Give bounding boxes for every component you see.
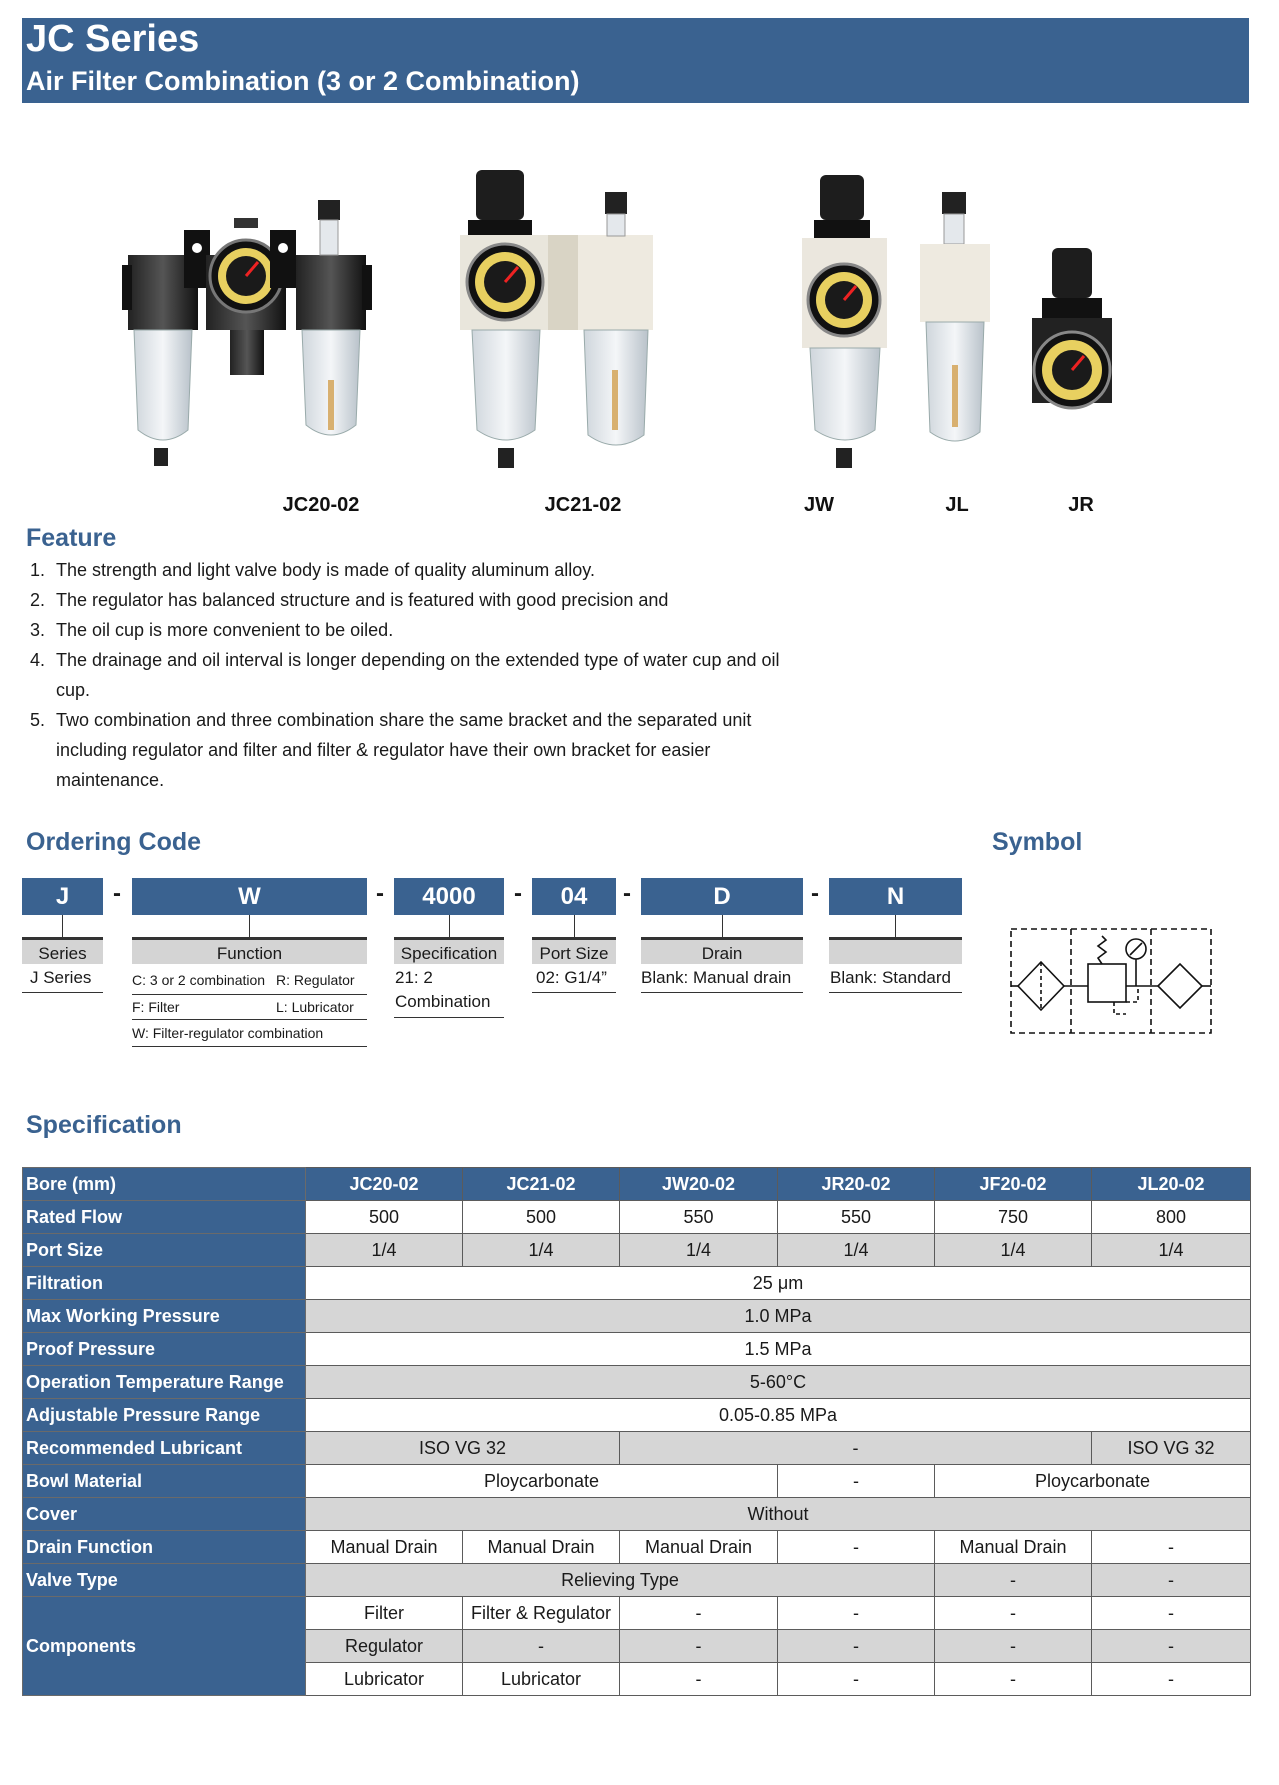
connector-line	[249, 915, 250, 937]
table-row	[23, 1432, 1251, 1465]
divider	[829, 992, 962, 993]
port-size-value: 02: G1/4”	[536, 968, 607, 987]
column-header: JC20-02	[306, 1168, 463, 1201]
table-cell: Lubricator	[306, 1663, 463, 1696]
divider	[641, 992, 803, 993]
column-header: JC21-02	[463, 1168, 620, 1201]
row-label: Port Size	[23, 1234, 306, 1267]
code-dash: -	[623, 880, 631, 907]
table-row	[23, 1465, 1251, 1498]
list-item: 3. The oil cup is more convenient to be oiled.	[30, 620, 394, 640]
list-item: 5. Two combination and three combination share the same bracket and the separated unit including regulator and filter and filter & regulator have their own bracket for easier maintenance.	[30, 710, 752, 790]
table-cell: 800	[1092, 1201, 1251, 1234]
list-item: 4. The drainage and oil interval is longer depending on the extended type of water cup and oil cup.	[30, 650, 780, 700]
table-row	[23, 1201, 1251, 1234]
table-cell: -	[778, 1630, 935, 1663]
column-header: JF20-02	[935, 1168, 1092, 1201]
table-cell: 1.5 MPa	[306, 1333, 1251, 1366]
title-banner	[22, 18, 1249, 103]
product-label: JW	[804, 494, 834, 516]
table-cell: 5-60°C	[306, 1366, 1251, 1399]
product-label: JL	[945, 494, 969, 516]
code-box-specification: 4000	[394, 878, 504, 915]
table-row	[23, 1597, 1251, 1630]
column-header: JL20-02	[1092, 1168, 1251, 1201]
specification-heading: Specification	[26, 1111, 182, 1139]
connector-line	[62, 915, 63, 937]
code-dash: -	[811, 880, 819, 907]
table-cell: Lubricator	[463, 1663, 620, 1696]
row-label: Components	[23, 1597, 306, 1696]
specification-value: 21: 2	[395, 968, 433, 987]
code-box-series: J	[22, 878, 103, 915]
product-label: JR	[1068, 494, 1094, 516]
divider	[22, 992, 103, 993]
page-title: JC Series	[26, 18, 200, 60]
code-box-port-size: 04	[532, 878, 616, 915]
function-value: R: Regulator	[276, 972, 355, 988]
specification-table	[22, 1167, 1251, 1696]
row-label: Valve Type	[23, 1564, 306, 1597]
code-box-function: W	[132, 878, 367, 915]
code-header-specification: Specification	[394, 937, 504, 964]
code-dash: -	[514, 880, 522, 907]
row-label: Adjustable Pressure Range	[23, 1399, 306, 1432]
table-cell: 1/4	[778, 1234, 935, 1267]
connector-line	[449, 915, 450, 937]
table-cell: Ploycarbonate	[935, 1465, 1251, 1498]
page-subtitle: Air Filter Combination (3 or 2 Combination)	[26, 66, 580, 96]
row-label: Drain Function	[23, 1531, 306, 1564]
series-value: J Series	[30, 968, 92, 987]
table-cell: -	[778, 1465, 935, 1498]
product-photo-jc20	[122, 200, 412, 475]
column-header: JW20-02	[620, 1168, 778, 1201]
code-header-option	[829, 937, 962, 964]
table-cell: -	[778, 1597, 935, 1630]
table-cell: -	[620, 1663, 778, 1696]
row-label: Filtration	[23, 1267, 306, 1300]
table-row	[23, 1564, 1251, 1597]
code-dash: -	[376, 880, 384, 907]
table-row	[23, 1333, 1251, 1366]
table-cell: -	[935, 1630, 1092, 1663]
table-cell: 1/4	[620, 1234, 778, 1267]
connector-line	[895, 915, 896, 937]
table-cell: 1.0 MPa	[306, 1300, 1251, 1333]
table-cell: Relieving Type	[306, 1564, 935, 1597]
table-row	[23, 1531, 1251, 1564]
row-label: Proof Pressure	[23, 1333, 306, 1366]
table-cell: -	[463, 1630, 620, 1663]
product-label: JC20-02	[282, 494, 360, 516]
table-cell: 1/4	[935, 1234, 1092, 1267]
function-value: W: Filter-regulator combination	[132, 1025, 324, 1041]
row-label: Max Working Pressure	[23, 1300, 306, 1333]
table-cell: -	[620, 1432, 1092, 1465]
table-row	[23, 1399, 1251, 1432]
table-cell: 0.05-0.85 MPa	[306, 1399, 1251, 1432]
table-cell: -	[1092, 1630, 1251, 1663]
table-cell: Regulator	[306, 1630, 463, 1663]
table-row	[23, 1300, 1251, 1333]
table-cell: -	[620, 1630, 778, 1663]
table-cell: -	[778, 1531, 935, 1564]
table-cell: -	[935, 1564, 1092, 1597]
product-label: JC21-02	[544, 494, 622, 516]
list-item: 1. The strength and light valve body is made of quality aluminum alloy.	[30, 560, 595, 580]
table-row	[23, 1267, 1251, 1300]
list-item: 2. The regulator has balanced structure and is featured with good precision and	[30, 590, 669, 610]
table-cell: -	[935, 1663, 1092, 1696]
feature-list	[30, 555, 780, 795]
table-row	[23, 1498, 1251, 1531]
row-label: Bowl Material	[23, 1465, 306, 1498]
table-cell: Ploycarbonate	[306, 1465, 778, 1498]
code-header-series: Series	[22, 937, 103, 964]
function-value: F: Filter	[132, 999, 180, 1015]
table-cell: 500	[463, 1201, 620, 1234]
column-header: JR20-02	[778, 1168, 935, 1201]
row-label: Recommended Lubricant	[23, 1432, 306, 1465]
table-cell: Manual Drain	[935, 1531, 1092, 1564]
table-cell: 550	[620, 1201, 778, 1234]
option-value: Blank: Standard	[830, 968, 951, 987]
table-cell: ISO VG 32	[1092, 1432, 1251, 1465]
divider	[132, 994, 367, 995]
table-cell: 1/4	[306, 1234, 463, 1267]
table-cell: -	[1092, 1663, 1251, 1696]
specification-value: Combination	[395, 992, 491, 1011]
divider	[532, 992, 616, 993]
drain-value: Blank: Manual drain	[641, 968, 792, 987]
function-value: L: Lubricator	[276, 999, 354, 1015]
code-header-drain: Drain	[641, 937, 803, 964]
table-cell: 500	[306, 1201, 463, 1234]
table-cell: Manual Drain	[620, 1531, 778, 1564]
table-cell: Manual Drain	[306, 1531, 463, 1564]
frl-symbol-diagram	[1008, 926, 1218, 1038]
table-row	[23, 1234, 1251, 1267]
divider	[132, 1046, 367, 1047]
table-cell: -	[1092, 1564, 1251, 1597]
table-cell: -	[1092, 1531, 1251, 1564]
table-cell: ISO VG 32	[306, 1432, 620, 1465]
code-header-port-size: Port Size	[532, 937, 616, 964]
code-box-option: N	[829, 878, 962, 915]
table-cell: Filter	[306, 1597, 463, 1630]
product-photo-jc21	[460, 170, 665, 475]
feature-heading: Feature	[26, 524, 117, 552]
table-row	[23, 1366, 1251, 1399]
function-value: C: 3 or 2 combination	[132, 972, 266, 988]
table-cell: -	[935, 1597, 1092, 1630]
table-cell: -	[1092, 1597, 1251, 1630]
row-label: Cover	[23, 1498, 306, 1531]
table-cell: -	[778, 1663, 935, 1696]
divider	[132, 1019, 367, 1020]
code-box-drain: D	[641, 878, 803, 915]
table-cell: 25 μm	[306, 1267, 1251, 1300]
table-cell: Filter & Regulator	[463, 1597, 620, 1630]
code-dash: -	[113, 880, 121, 907]
table-cell: -	[620, 1597, 778, 1630]
table-cell: Without	[306, 1498, 1251, 1531]
connector-line	[722, 915, 723, 937]
divider	[394, 1017, 504, 1018]
table-cell: 1/4	[463, 1234, 620, 1267]
ordering-code-heading: Ordering Code	[26, 828, 202, 856]
table-cell: 550	[778, 1201, 935, 1234]
code-header-function: Function	[132, 937, 367, 964]
symbol-heading: Symbol	[992, 828, 1083, 856]
product-photo-jw-jl-jr	[790, 170, 1180, 480]
row-label: Rated Flow	[23, 1201, 306, 1234]
table-cell: 750	[935, 1201, 1092, 1234]
row-label: Operation Temperature Range	[23, 1366, 306, 1399]
row-label: Bore (mm)	[23, 1168, 306, 1201]
table-cell: 1/4	[1092, 1234, 1251, 1267]
table-cell: Manual Drain	[463, 1531, 620, 1564]
connector-line	[574, 915, 575, 937]
table-row	[23, 1168, 1251, 1201]
